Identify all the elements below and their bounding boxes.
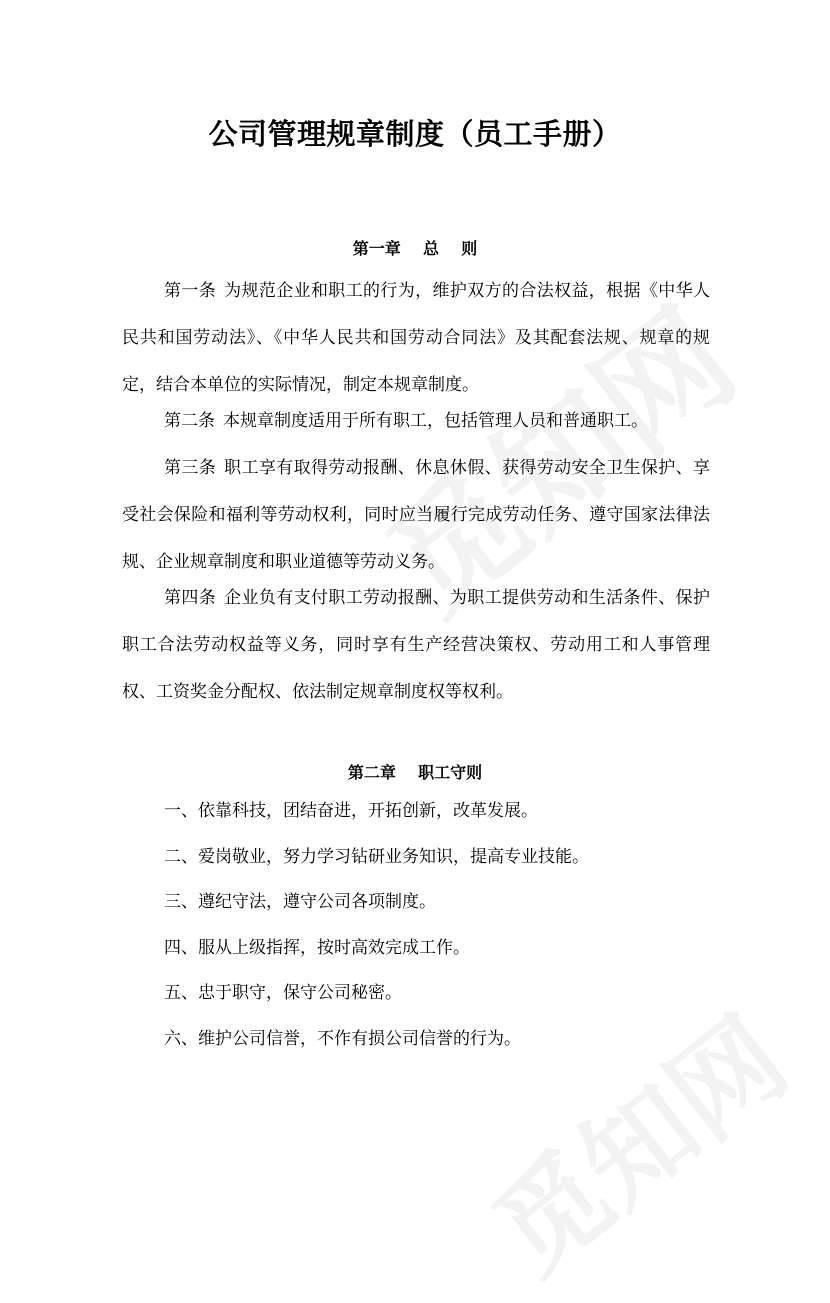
article-1: [122, 268, 710, 409]
article-text: 为规范企业和职工的行为，维护双方的合法权益，根据《中华人民共和国劳动法》、《中华人民共和国劳动合同法》及其配套法规、规章的规定，结合本单位的实际情况，制定本规章制度。: [122, 281, 711, 395]
article-text: 企业负有支付职工劳动报酬、为职工提供劳动和生活条件、保护职工合法劳动权益等义务，同时享有生产经营决策权、劳动用工和人事管理权、工资奖金分配权、依法制定规章制度权等权利。: [122, 588, 711, 702]
rule-item: 一、依靠科技，团结奋进，开拓创新，改革发展。: [164, 801, 538, 821]
rule-item: 四、服从上级指挥，按时高效完成工作。: [164, 938, 470, 958]
rule-item: 三、遵纪守法，遵守公司各项制度。: [164, 892, 436, 912]
rule-item: 二、爱岗敬业，努力学习钻研业务知识，提高专业技能。: [164, 847, 589, 867]
article-3: [122, 445, 710, 586]
article-label: 第一条: [164, 281, 217, 301]
watermark-logo: [456, 975, 813, 1303]
article-text: 职工享有取得劳动报酬、休息休假、获得劳动安全卫生保护、享受社会保险和福利等劳动权利，同时应当履行完成劳动任务、遵守国家法律法规、企业规章制度和职业道德等劳动义务。: [122, 458, 711, 572]
article-2: [122, 398, 710, 445]
article-label: 第四条: [164, 588, 217, 608]
rule-item: 六、维护公司信誉，不作有损公司信誉的行为。: [164, 1029, 521, 1049]
article-text: 本规章制度适用于所有职工，包括管理人员和普通职工。: [223, 411, 648, 431]
article-4: [122, 575, 710, 716]
document-title: 公司管理规章制度（员工手册）: [208, 117, 622, 151]
rule-item: 五、忠于职守，保守公司秘密。: [164, 983, 402, 1003]
article-label: 第三条: [164, 458, 217, 478]
chapter-2-heading: 第二章 职工守则: [347, 763, 483, 782]
chapter-1-heading: 第一章 总 则: [352, 239, 478, 258]
article-label: 第二条: [164, 411, 215, 431]
